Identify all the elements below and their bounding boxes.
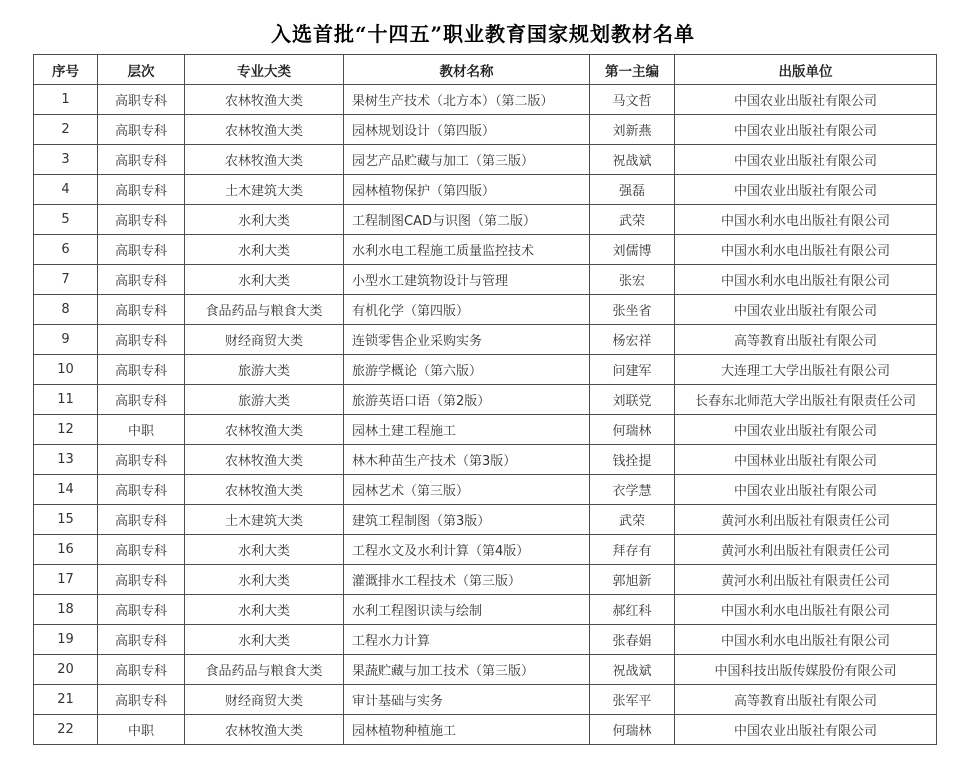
cell-title: 水利水电工程施工质量监控技术 [344, 235, 590, 265]
cell-title: 工程水力计算 [344, 625, 590, 655]
header-title: 教材名称 [344, 55, 590, 85]
cell-category: 财经商贸大类 [185, 685, 344, 715]
cell-category: 农林牧渔大类 [185, 445, 344, 475]
table-row [34, 625, 937, 655]
cell-level: 高职专科 [98, 175, 185, 205]
cell-editor: 拜存有 [590, 535, 675, 565]
cell-title: 园林植物种植施工 [344, 715, 590, 745]
table-row [34, 685, 937, 715]
cell-level: 高职专科 [98, 385, 185, 415]
cell-level: 高职专科 [98, 85, 185, 115]
cell-editor: 刘联党 [590, 385, 675, 415]
cell-index: 8 [34, 295, 98, 325]
cell-level: 高职专科 [98, 625, 185, 655]
cell-index: 3 [34, 145, 98, 175]
table-header-row [34, 55, 937, 85]
cell-publisher: 中国水利水电出版社有限公司 [675, 265, 937, 295]
cell-title: 工程水文及水利计算（第4版） [344, 535, 590, 565]
cell-title: 林木种苗生产技术（第3版） [344, 445, 590, 475]
table-body [34, 85, 937, 745]
cell-title: 水利工程图识读与绘制 [344, 595, 590, 625]
cell-level: 高职专科 [98, 565, 185, 595]
table-row [34, 715, 937, 745]
table-row [34, 565, 937, 595]
cell-title: 工程制图CAD与识图（第二版） [344, 205, 590, 235]
cell-index: 1 [34, 85, 98, 115]
cell-index: 19 [34, 625, 98, 655]
cell-editor: 刘儒博 [590, 235, 675, 265]
cell-editor: 郝红科 [590, 595, 675, 625]
cell-level: 高职专科 [98, 235, 185, 265]
cell-publisher: 中国农业出版社有限公司 [675, 295, 937, 325]
cell-category: 水利大类 [185, 205, 344, 235]
cell-editor: 马文哲 [590, 85, 675, 115]
cell-publisher: 长春东北师范大学出版社有限责任公司 [675, 385, 937, 415]
table-row [34, 85, 937, 115]
cell-level: 高职专科 [98, 655, 185, 685]
cell-title: 园林土建工程施工 [344, 415, 590, 445]
cell-publisher: 中国林业出版社有限公司 [675, 445, 937, 475]
cell-level: 中职 [98, 715, 185, 745]
cell-title: 果蔬贮藏与加工技术（第三版） [344, 655, 590, 685]
cell-index: 15 [34, 505, 98, 535]
cell-title: 园林艺术（第三版） [344, 475, 590, 505]
cell-editor: 祝战斌 [590, 655, 675, 685]
cell-level: 高职专科 [98, 325, 185, 355]
cell-title: 小型水工建筑物设计与管理 [344, 265, 590, 295]
cell-index: 20 [34, 655, 98, 685]
cell-index: 7 [34, 265, 98, 295]
cell-category: 农林牧渔大类 [185, 715, 344, 745]
cell-level: 高职专科 [98, 295, 185, 325]
cell-level: 高职专科 [98, 505, 185, 535]
header-editor: 第一主编 [590, 55, 675, 85]
cell-editor: 郭旭新 [590, 565, 675, 595]
table-row [34, 175, 937, 205]
cell-publisher: 中国水利水电出版社有限公司 [675, 235, 937, 265]
table-row [34, 115, 937, 145]
cell-level: 高职专科 [98, 445, 185, 475]
table-row [34, 535, 937, 565]
table-row [34, 205, 937, 235]
cell-index: 10 [34, 355, 98, 385]
cell-editor: 张坐省 [590, 295, 675, 325]
table-row [34, 445, 937, 475]
cell-category: 土木建筑大类 [185, 505, 344, 535]
cell-index: 2 [34, 115, 98, 145]
cell-editor: 张春娟 [590, 625, 675, 655]
cell-category: 水利大类 [185, 595, 344, 625]
cell-index: 16 [34, 535, 98, 565]
table-row [34, 295, 937, 325]
cell-publisher: 中国农业出版社有限公司 [675, 115, 937, 145]
cell-publisher: 中国水利水电出版社有限公司 [675, 205, 937, 235]
table-row [34, 655, 937, 685]
cell-editor: 刘新燕 [590, 115, 675, 145]
cell-category: 财经商贸大类 [185, 325, 344, 355]
cell-title: 园艺产品贮藏与加工（第三版） [344, 145, 590, 175]
table-row [34, 385, 937, 415]
cell-publisher: 中国科技出版传媒股份有限公司 [675, 655, 937, 685]
cell-title: 连锁零售企业采购实务 [344, 325, 590, 355]
cell-level: 中职 [98, 415, 185, 445]
cell-title: 果树生产技术（北方本）（第二版） [344, 85, 590, 115]
table-row [34, 355, 937, 385]
header-level: 层次 [98, 55, 185, 85]
cell-category: 水利大类 [185, 625, 344, 655]
cell-index: 22 [34, 715, 98, 745]
cell-category: 农林牧渔大类 [185, 115, 344, 145]
cell-index: 4 [34, 175, 98, 205]
cell-publisher: 中国水利水电出版社有限公司 [675, 625, 937, 655]
cell-level: 高职专科 [98, 145, 185, 175]
table-row [34, 265, 937, 295]
textbook-list-table [33, 54, 937, 745]
cell-title: 灌溉排水工程技术（第三版） [344, 565, 590, 595]
cell-index: 6 [34, 235, 98, 265]
cell-publisher: 黄河水利出版社有限责任公司 [675, 505, 937, 535]
cell-level: 高职专科 [98, 535, 185, 565]
table-row [34, 475, 937, 505]
cell-level: 高职专科 [98, 115, 185, 145]
cell-index: 14 [34, 475, 98, 505]
cell-editor: 强磊 [590, 175, 675, 205]
cell-level: 高职专科 [98, 685, 185, 715]
page-title: 入选首批“十四五”职业教育国家规划教材名单 [270, 22, 695, 46]
cell-level: 高职专科 [98, 475, 185, 505]
cell-editor: 祝战斌 [590, 145, 675, 175]
cell-editor: 何瑞林 [590, 415, 675, 445]
cell-editor: 何瑞林 [590, 715, 675, 745]
cell-index: 21 [34, 685, 98, 715]
cell-editor: 武荣 [590, 505, 675, 535]
cell-title: 审计基础与实务 [344, 685, 590, 715]
cell-category: 水利大类 [185, 235, 344, 265]
cell-category: 水利大类 [185, 265, 344, 295]
cell-publisher: 高等教育出版社有限公司 [675, 685, 937, 715]
header-publisher: 出版单位 [675, 55, 937, 85]
cell-publisher: 中国农业出版社有限公司 [675, 715, 937, 745]
cell-category: 水利大类 [185, 535, 344, 565]
cell-editor: 钱拴提 [590, 445, 675, 475]
cell-publisher: 中国农业出版社有限公司 [675, 415, 937, 445]
cell-category: 水利大类 [185, 565, 344, 595]
cell-title: 旅游学概论（第六版） [344, 355, 590, 385]
cell-index: 12 [34, 415, 98, 445]
cell-publisher: 中国水利水电出版社有限公司 [675, 595, 937, 625]
cell-index: 17 [34, 565, 98, 595]
cell-publisher: 大连理工大学出版社有限公司 [675, 355, 937, 385]
cell-category: 食品药品与粮食大类 [185, 295, 344, 325]
table-row [34, 235, 937, 265]
cell-editor: 衣学慧 [590, 475, 675, 505]
table-row [34, 595, 937, 625]
cell-title: 园林规划设计（第四版） [344, 115, 590, 145]
table-row [34, 415, 937, 445]
cell-category: 农林牧渔大类 [185, 415, 344, 445]
cell-level: 高职专科 [98, 595, 185, 625]
cell-publisher: 中国农业出版社有限公司 [675, 175, 937, 205]
cell-title: 有机化学（第四版） [344, 295, 590, 325]
cell-editor: 武荣 [590, 205, 675, 235]
cell-category: 旅游大类 [185, 385, 344, 415]
cell-category: 农林牧渔大类 [185, 145, 344, 175]
cell-category: 农林牧渔大类 [185, 475, 344, 505]
header-category: 专业大类 [185, 55, 344, 85]
cell-publisher: 中国农业出版社有限公司 [675, 475, 937, 505]
cell-index: 9 [34, 325, 98, 355]
table-row [34, 145, 937, 175]
cell-index: 18 [34, 595, 98, 625]
table-row [34, 505, 937, 535]
cell-publisher: 黄河水利出版社有限责任公司 [675, 565, 937, 595]
cell-editor: 张宏 [590, 265, 675, 295]
cell-editor: 张军平 [590, 685, 675, 715]
cell-title: 建筑工程制图（第3版） [344, 505, 590, 535]
cell-category: 土木建筑大类 [185, 175, 344, 205]
cell-index: 13 [34, 445, 98, 475]
cell-editor: 问建军 [590, 355, 675, 385]
cell-editor: 杨宏祥 [590, 325, 675, 355]
cell-level: 高职专科 [98, 265, 185, 295]
cell-category: 食品药品与粮食大类 [185, 655, 344, 685]
table-row [34, 325, 937, 355]
header-index: 序号 [34, 55, 98, 85]
cell-publisher: 黄河水利出版社有限责任公司 [675, 535, 937, 565]
cell-category: 旅游大类 [185, 355, 344, 385]
cell-index: 5 [34, 205, 98, 235]
cell-category: 农林牧渔大类 [185, 85, 344, 115]
cell-level: 高职专科 [98, 205, 185, 235]
cell-publisher: 高等教育出版社有限公司 [675, 325, 937, 355]
cell-publisher: 中国农业出版社有限公司 [675, 85, 937, 115]
cell-level: 高职专科 [98, 355, 185, 385]
cell-index: 11 [34, 385, 98, 415]
cell-title: 旅游英语口语（第2版） [344, 385, 590, 415]
cell-publisher: 中国农业出版社有限公司 [675, 145, 937, 175]
cell-title: 园林植物保护（第四版） [344, 175, 590, 205]
